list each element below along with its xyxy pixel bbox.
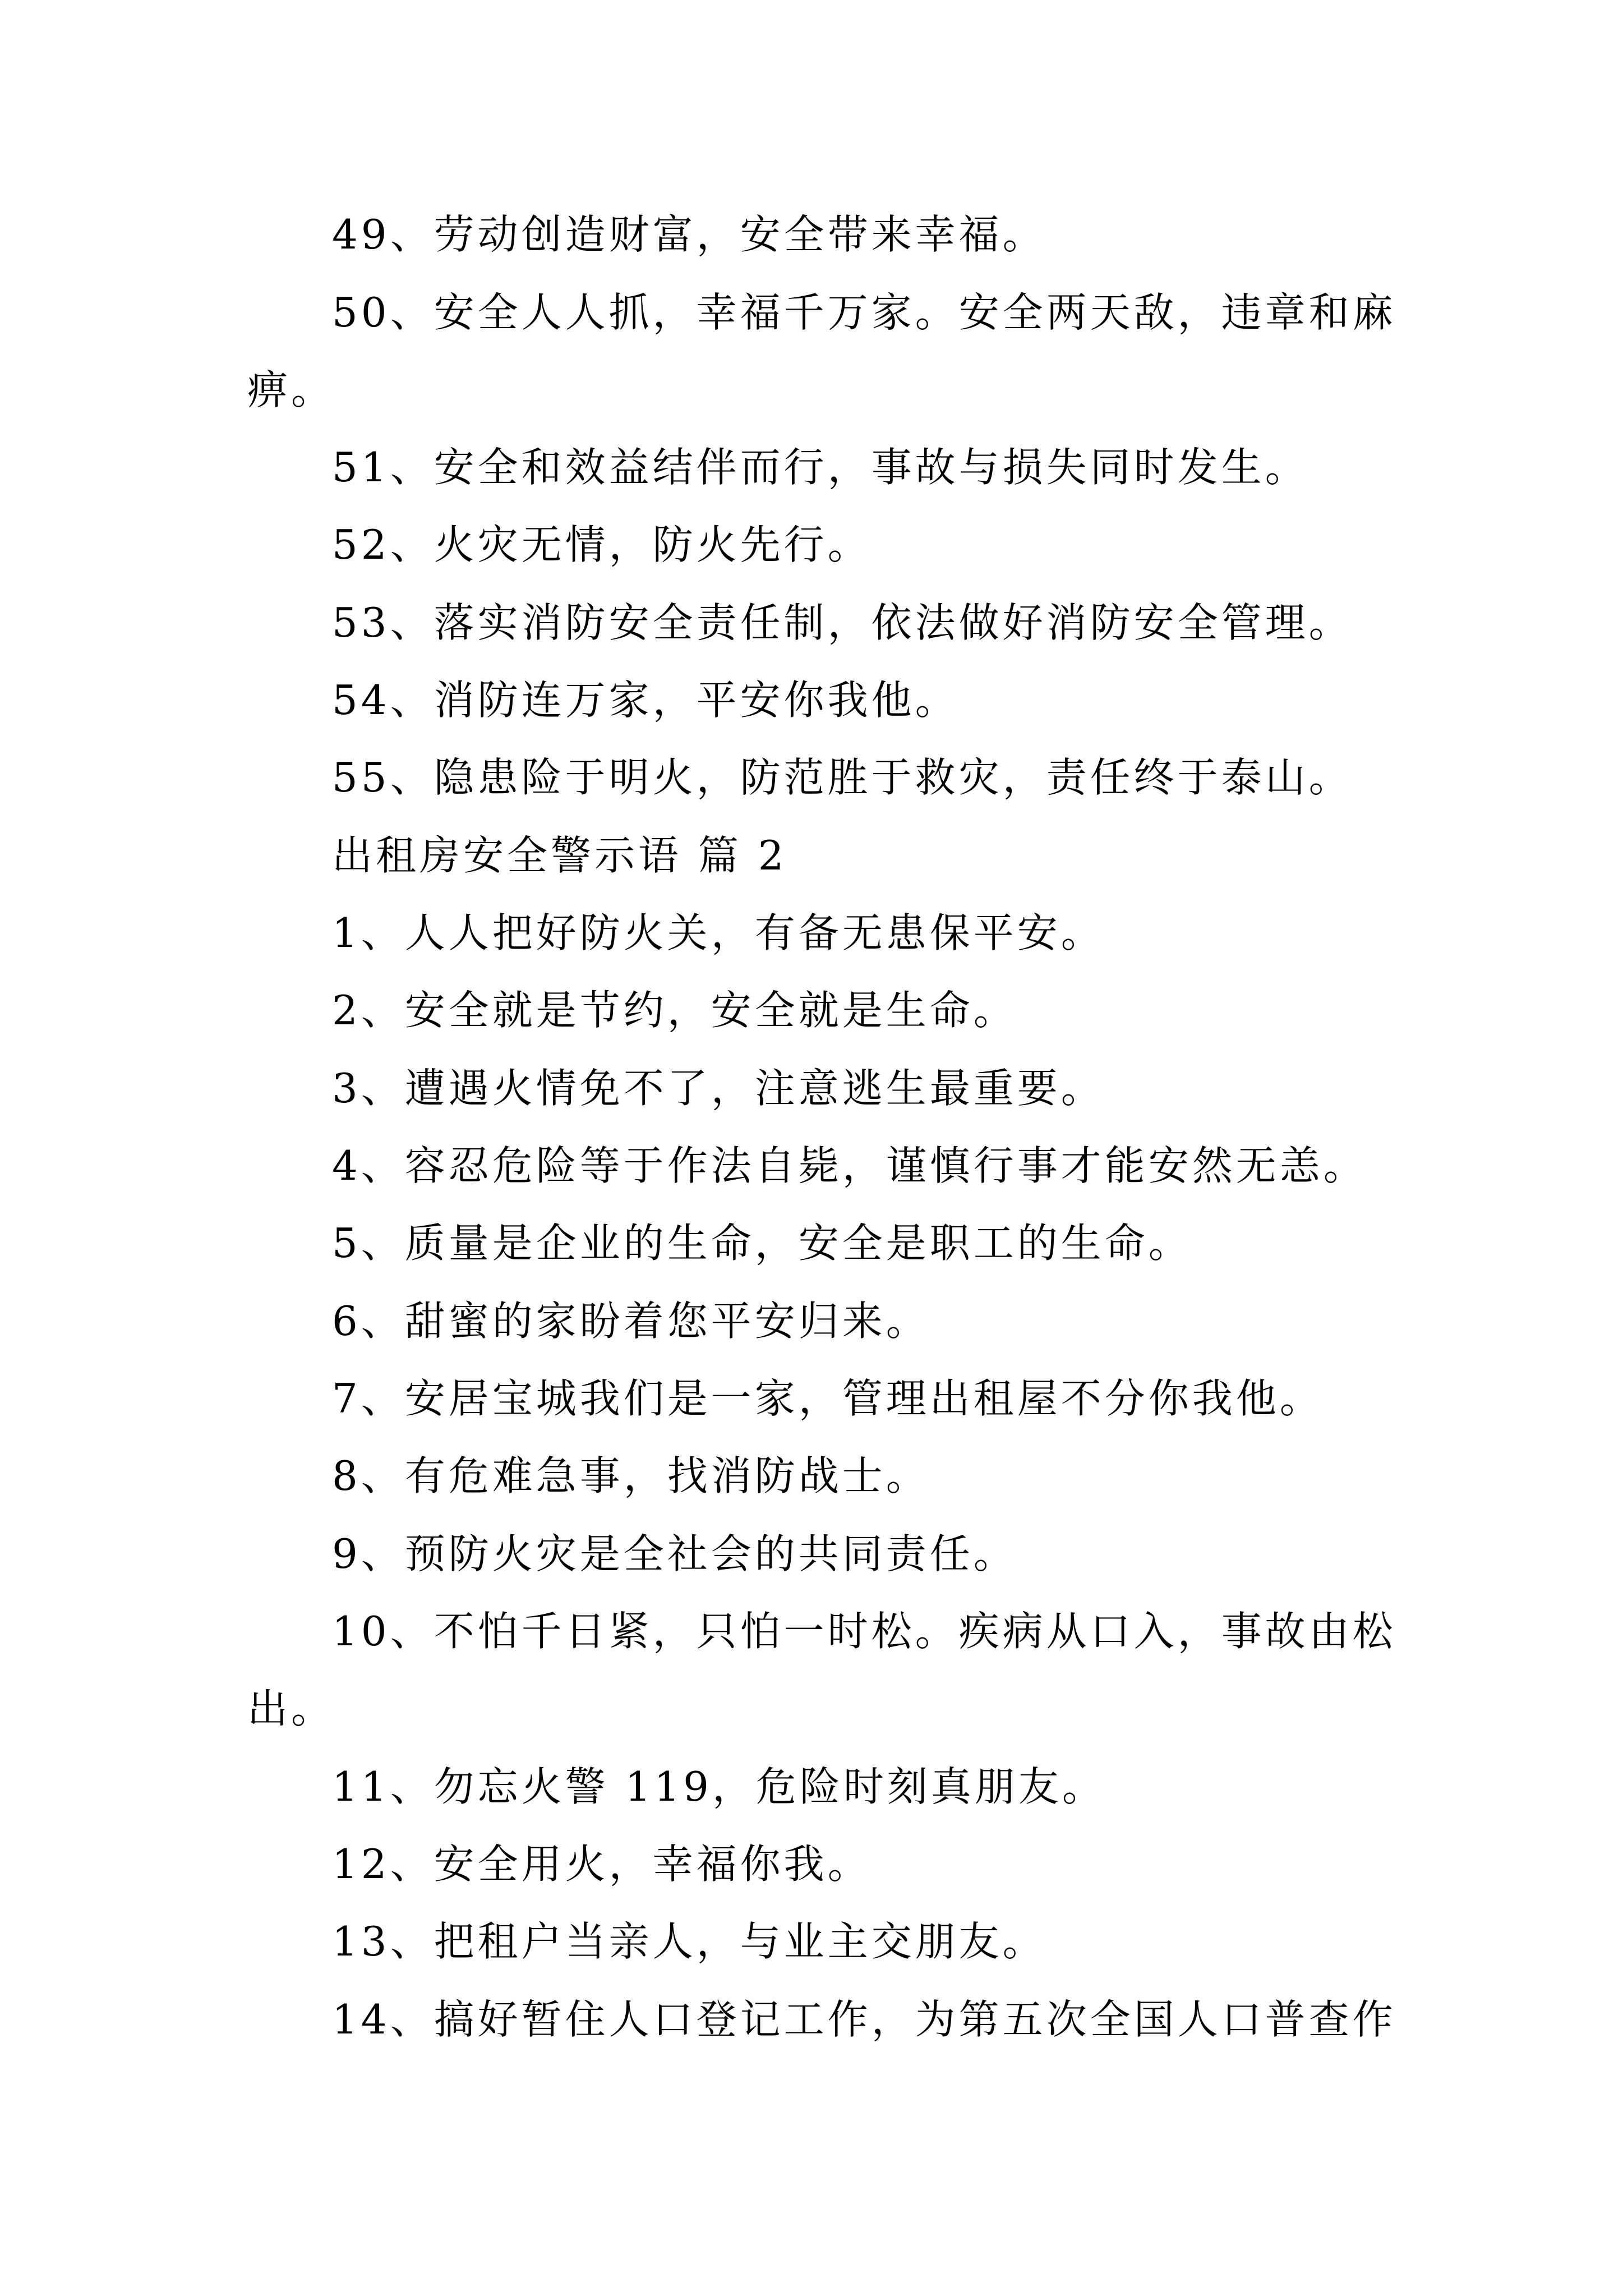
text-line: 痹。 (247, 366, 335, 413)
text-line: 出。 (247, 1685, 335, 1732)
text-line: 4、容忍危险等于作法自毙，谨慎行事才能安然无恙。 (332, 1142, 1367, 1189)
text-line: 2、安全就是节约，安全就是生命。 (332, 987, 1017, 1034)
text-line: 8、有危难急事，找消防战士。 (332, 1452, 930, 1499)
text-line: 54、消防连万家，平安你我他。 (332, 677, 959, 724)
text-line: 52、火灾无情，防火先行。 (332, 521, 872, 568)
text-line: 1、人人把好防火关，有备无患保平安。 (332, 909, 1105, 956)
text-line: 5、质量是企业的生命，安全是职工的生命。 (332, 1220, 1192, 1267)
text-line: 13、把租户当亲人，与业主交朋友。 (332, 1918, 1046, 1965)
text-line: 7、安居宝城我们是一家，管理出租屋不分你我他。 (332, 1375, 1324, 1422)
text-line: 10、不怕千日紧，只怕一时松。疾病从口入，事故由松 (332, 1608, 1396, 1655)
text-line: 3、遭遇火情免不了，注意逃生最重要。 (332, 1065, 1105, 1112)
text-line: 11、勿忘火警 119，危险时刻真朋友。 (332, 1763, 1106, 1810)
text-line: 50、安全人人抓，幸福千万家。安全两天敌，违章和麻 (332, 289, 1396, 336)
section-heading: 出租房安全警示语 篇 2 (332, 832, 787, 879)
text-line: 51、安全和效益结伴而行，事故与损失同时发生。 (332, 444, 1309, 491)
text-line: 55、隐患险于明火，防范胜于救灾，责任终于泰山。 (332, 754, 1353, 801)
text-line: 12、安全用火，幸福你我。 (332, 1841, 872, 1888)
text-line: 14、搞好暂住人口登记工作，为第五次全国人口普查作 (332, 1996, 1396, 2043)
text-line: 9、预防火灾是全社会的共同责任。 (332, 1530, 1017, 1577)
text-line: 6、甜蜜的家盼着您平安归来。 (332, 1297, 930, 1345)
text-line: 53、落实消防安全责任制，依法做好消防安全管理。 (332, 599, 1353, 646)
text-line: 49、劳动创造财富，安全带来幸福。 (332, 211, 1046, 258)
